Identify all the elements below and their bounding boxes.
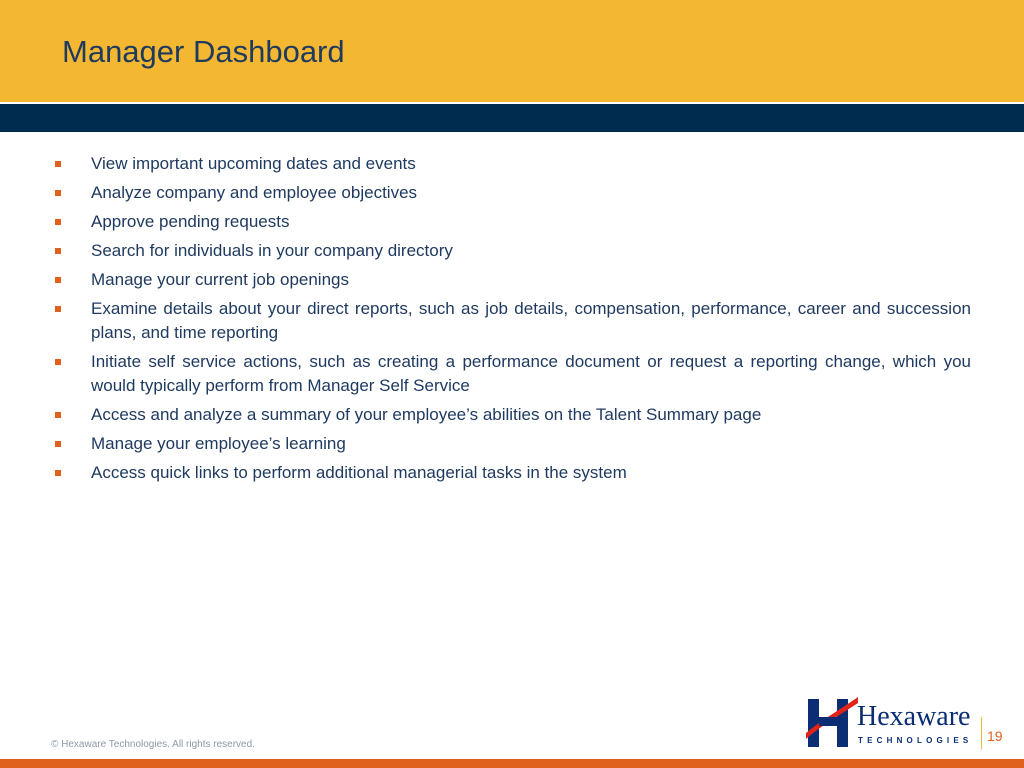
- logo-wordmark: Hexaware: [857, 701, 971, 732]
- list-item: [53, 350, 971, 398]
- logo-tagline: TECHNOLOGIES: [858, 736, 973, 745]
- bullet-text: Manage your employee’s learning: [91, 434, 346, 453]
- bullet-text: Access quick links to perform additional managerial tasks in the system: [91, 463, 627, 482]
- bullet-text: Approve pending requests: [91, 212, 290, 231]
- bullet-text: Search for individuals in your company directory: [91, 241, 453, 260]
- bullet-text: Examine details about your direct reports, such as job details, compensation, performance, career and succession plans, and time reporting: [91, 299, 971, 342]
- list-item: [53, 432, 971, 456]
- list-item: [53, 461, 971, 485]
- square-bullet-icon: [55, 412, 61, 418]
- bullet-text: Manage your current job openings: [91, 270, 349, 289]
- list-item: [53, 239, 971, 263]
- list-item: [53, 181, 971, 205]
- list-item: [53, 403, 971, 427]
- bullet-text: Access and analyze a summary of your employee’s abilities on the Talent Summary page: [91, 405, 762, 424]
- list-item: [53, 210, 971, 234]
- footer-bar: [0, 759, 1024, 768]
- bullet-text: Analyze company and employee objectives: [91, 183, 418, 202]
- square-bullet-icon: [55, 470, 61, 476]
- copyright-notice: © Hexaware Technologies. All rights reserved.: [51, 739, 255, 750]
- square-bullet-icon: [55, 161, 61, 167]
- bullet-text: View important upcoming dates and events: [91, 154, 416, 173]
- square-bullet-icon: [55, 219, 61, 225]
- page-number-divider: [981, 717, 982, 749]
- square-bullet-icon: [55, 277, 61, 283]
- square-bullet-icon: [55, 306, 61, 312]
- square-bullet-icon: [55, 248, 61, 254]
- hexaware-logo-mark-icon: [806, 695, 858, 749]
- hexaware-logo: [806, 693, 976, 751]
- page-number: 19: [987, 728, 1003, 744]
- square-bullet-icon: [55, 441, 61, 447]
- square-bullet-icon: [55, 190, 61, 196]
- bullet-text: Initiate self service actions, such as creating a performance document or request a reporting change, which you would typically perform from Manager Self Service: [91, 352, 971, 395]
- list-item: [53, 297, 971, 345]
- navy-band: [0, 104, 1024, 132]
- square-bullet-icon: [55, 359, 61, 365]
- list-item: [53, 152, 971, 176]
- list-item: [53, 268, 971, 292]
- bullet-list: [53, 152, 971, 490]
- slide-title: Manager Dashboard: [62, 34, 345, 69]
